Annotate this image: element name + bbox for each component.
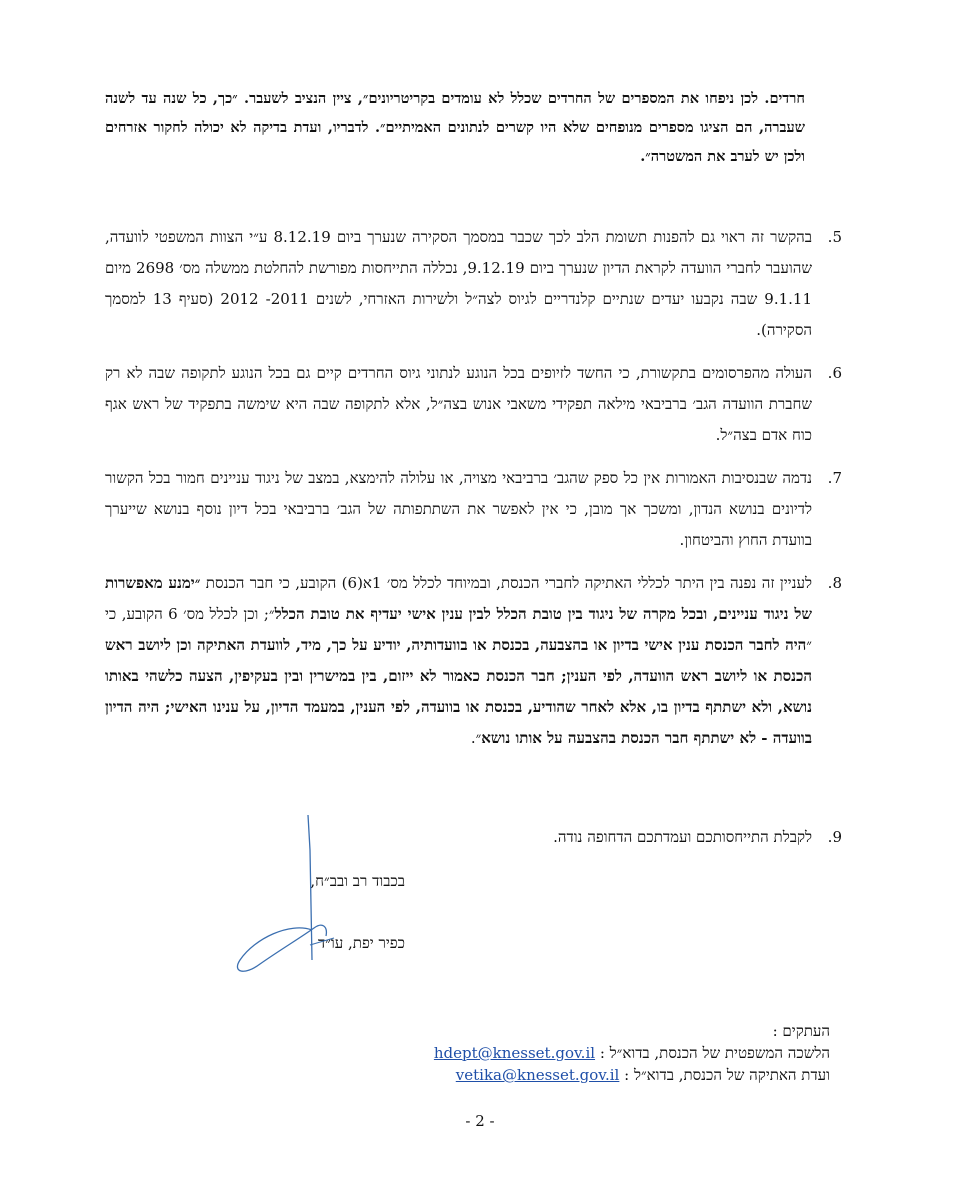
copies-header: העתקים : [772,1022,830,1040]
paragraph-number: 8. [827,574,842,592]
copy-recipient-ethics [434,1064,830,1086]
numbered-paragraph-6 [105,358,842,451]
paragraph-text: לקבלת התייחסותכם ועמדתכם הדחופה נודה. [553,828,812,846]
signer-name: כפיר יפת, עו״ד [318,934,405,952]
paragraph-text: העולה מהפרסומים בתקשורת, כי החשד לזיופים בכל הנוגע לנתוני גיוס החרדים קיים גם בכל הנוגע לתקופה שבה לא רק שחברת הוועדה הגב׳ ברביבאי מילאה תפקידי משאבי אנוש בצה״ל, אלא לתקופה שבה היא שימשה בתפקיד של ראש אגף כוח אדם בצה״ל. [105,364,812,444]
text-plain: לעניין זה נפנה בין היתר לכללי האתיקה לחברי הכנסת, ובמיוחד לכלל מס׳ 1א(6) הקובע, כי חבר הכנסת [200,574,812,592]
ethics-rule-quote-1: ״ימנע מאפשרות של ניגוד עניינים, ובכל מקרה של ניגוד בין טובת הכלל לבין ענין אישי יעדיף את טובת הכלל [105,574,813,623]
recipient-label: ועדת האתיקה של הכנסת, בדוא״ל : [619,1066,830,1084]
paragraph-text: בהקשר זה ראוי גם להפנות תשומת הלב לכך שכבר במסמך הסקירה שנערך ביום 8.12.19 ע״י הצוות המשפטי לוועדה, שהועבר לחברי הוועדה לקראת הדיון שנערך ביום 9.12.19, נכללה התייחסות מפורשת להחלטת ממשלה מס׳ 2698 מיום 9.1.11 שבה נקבעו יעדים שנתיים קלנדריים לגיוס לצה״ל ולשירות האזרחי, לשנים 2011- 2012 (סעיף 13 למסמך הסקירה). [105,228,812,339]
paragraph-number: 9. [827,828,842,846]
page-number: - 2 - [465,1112,495,1130]
paragraph-number: 6. [827,364,842,382]
numbered-paragraph-9 [105,822,842,853]
copies-section [434,1020,830,1086]
email-link[interactable]: hdept@knesset.gov.il [433,1044,596,1062]
closing-greeting: בכבוד רב ובב״ח, [310,872,405,890]
handwritten-signature [230,810,340,980]
ethics-rule-quote-6: היה לחבר הכנסת ענין אישי בדיון או בהצבעה, בכנסת או בוועדותיה, יודיע על כך, מיד, לוועדת האתיקה וכן ליושב ראש הכנסת או ליושב ראש הוועדה, לפי הענין; חבר הכנסת כאמור לא ייזום, בין במישרין ובין בעקיפין, הצעה כלשהי באותו נושא, ולא ישתתף בדיון בו, אלא לאחר שהודיע, בכנסת או בוועדה, לפי הענין, במעמד הדיון, על ענינו האישי; היה הדיון בוועדה - לא ישתתף חבר הכנסת בהצבעה על אותו נושא [105,636,812,747]
paragraph-text [105,568,812,754]
paragraph-number: 5. [827,228,842,246]
paragraph-text: נדמה שבנסיבות האמורות אין כל ספק שהגב׳ ברביבאי מצויה, או עלולה להימצא, במצב של ניגוד עניינים חמור בכל הקשור לדיונים בנושא הנדון, ומשכך אך מובן, כי אין לאפשר את השתתפותה של הגב׳ ברביבאי בכל דיון נוסף בנושא שייערך בוועדת החוץ והביטחון. [105,469,812,549]
recipient-label: הלשכה המשפטית של הכנסת, בדוא״ל : [595,1044,830,1062]
copy-recipient-legal [434,1042,830,1064]
paragraph-number: 7. [827,469,842,487]
numbered-paragraph-5 [105,222,842,346]
text-plain: ״; וכן לכלל מס׳ 6 הקובע, כי ״ [105,605,812,654]
email-link[interactable]: vetika@knesset.gov.il [455,1066,620,1084]
numbered-paragraph-8 [105,568,842,754]
text-plain: ״. [470,729,482,747]
numbered-paragraph-7 [105,463,842,556]
intro-paragraph: חרדים. לכן ניפחו את המספרים של החרדים שכלל לא עומדים בקריטריונים״, ציין הנציב לשעבר. ״כך, כל שנה עד לשנה שעברה, הם הציגו מספרים מנופחים שלא היו קשרים לנתונים האמיתיים״. לדבריו, ועדת בדיקה לא יכולה לחקור אזרחים ולכן יש לערב את המשטרה״. [105,90,805,165]
